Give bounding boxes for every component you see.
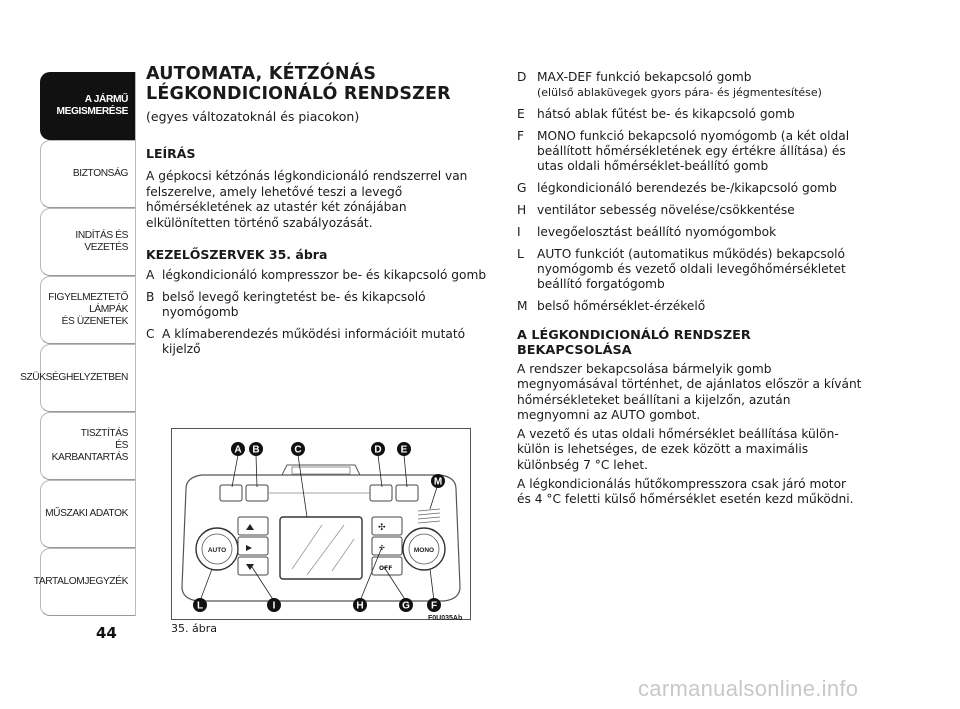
callout-letter: I: [272, 600, 276, 612]
control-letter: M: [517, 299, 528, 313]
description-text: A gépkocsi kétzónás légkondicionáló rendszerrel van felszerelve, amely lehetővé teszi a levegő hőmérsékletének az utastér két zónájában elkülönítetten történő szabályozását.: [146, 169, 468, 230]
figure-caption: 35. ábra: [171, 622, 217, 635]
watermark: carmanualsonline.info: [638, 676, 859, 701]
callout-g: [399, 598, 413, 612]
figure-callouts: [193, 442, 445, 612]
control-item: [517, 225, 862, 240]
chapter-tab[interactable]: [40, 72, 136, 140]
chapter-tab-label: A JÁRMŰ MEGISMERÉSE: [56, 94, 128, 117]
chapter-tab-label: MŰSZAKI ADATOK: [45, 508, 128, 519]
page-subtitle: (egyes változatoknál és piacokon): [146, 109, 360, 124]
control-text: A klímaberendezés működési információit mutató kijelző: [162, 326, 466, 356]
control-letter: H: [517, 203, 527, 217]
mono-knob-label: MONO: [413, 547, 435, 554]
control-text: hátsó ablak fűtést be- és kikapcsoló gomb: [537, 107, 795, 121]
control-item: [146, 268, 491, 284]
control-text: légkondicionáló berendezés be-/kikapcsoló gomb: [537, 181, 837, 195]
control-letter: B: [146, 289, 155, 304]
off-label: OFF: [379, 565, 393, 572]
control-item: [146, 290, 491, 321]
control-text: belső hőmérséklet-érzékelő: [537, 299, 706, 313]
control-item: [517, 247, 862, 292]
controls-list: [146, 268, 491, 358]
chapter-tab[interactable]: [40, 412, 136, 480]
startup-paragraph: A légkondicionálás hűtőkompresszora csak járó motor és 4 °C feletti külső hőmérséklet esetén kezd működni.: [517, 477, 854, 507]
control-letter: I: [517, 225, 521, 239]
description-heading: LEÍRÁS: [146, 146, 196, 161]
callout-a: [231, 442, 245, 456]
chapter-tab-label: FIGYELMEZTETŐ LÁMPÁK ÉS ÜZENETEK: [48, 292, 128, 327]
control-item: [517, 299, 862, 314]
control-item: [517, 70, 862, 100]
callout-f: [427, 598, 441, 612]
callout-i: [267, 598, 281, 612]
callout-letter: C: [294, 444, 302, 456]
callout-b: [249, 442, 263, 456]
climate-panel-figure: [171, 428, 471, 620]
callout-letter: D: [374, 444, 382, 456]
callout-m: [431, 474, 445, 488]
control-text: MONO funkció bekapcsoló nyomógomb (a két oldal beállított hőmérsékletének egy értékre állítása) és utas oldali hőmérséklet-beállító gomb: [537, 129, 850, 173]
callout-letter: M: [433, 476, 443, 488]
controls-list-continued: [517, 70, 862, 314]
page-title: [146, 64, 491, 104]
control-letter: A: [146, 268, 155, 282]
control-text: levegőelosztást beállító nyomógombok: [537, 225, 777, 239]
figure-code: F0U035Ab: [428, 615, 463, 622]
callout-letter: B: [252, 444, 260, 456]
chapter-tab[interactable]: [40, 276, 136, 344]
page-title-line2: LÉGKONDICIONÁLÓ RENDSZER: [146, 84, 451, 104]
chapter-tab[interactable]: [40, 208, 136, 276]
callout-letter: F: [430, 600, 438, 612]
page-number: 44: [96, 624, 117, 642]
control-text: AUTO funkciót (automatikus működés) bekapcsoló nyomógomb és vezető oldali levegőhőmérsékletet beállító forgatógomb: [537, 247, 846, 291]
callout-l: [193, 598, 207, 612]
callout-letter: A: [234, 444, 242, 456]
startup-paragraph: A rendszer bekapcsolása bármelyik gomb megnyomásával történhet, de ajánlatos először a kívánt hőmérsékleteket beállítani a kijelzőn, azután megnyomni az AUTO gombot.: [517, 362, 862, 422]
control-item: [146, 327, 491, 358]
svg-text:✣: ✣: [379, 544, 385, 552]
climate-panel-illustration: [172, 429, 470, 619]
chapter-tab-label: BIZTONSÁG: [72, 168, 128, 179]
chapter-tab-label: SZÜKSÉGHELYZETBEN: [20, 372, 128, 383]
left-column: [146, 64, 491, 358]
auto-knob-label: AUTO: [207, 547, 227, 554]
chapter-tab[interactable]: [40, 140, 136, 208]
startup-text: [517, 362, 862, 508]
control-item: [517, 129, 862, 174]
chapter-tab-label: TISZTÍTÁS ÉS KARBANTARTÁS: [51, 428, 128, 463]
callout-letter: G: [402, 600, 410, 612]
chapter-tab[interactable]: [33, 548, 136, 616]
control-text: légkondicionáló kompresszor be- és kikapcsoló gomb: [162, 268, 487, 282]
chapter-tab[interactable]: [40, 480, 136, 548]
callout-letter: L: [196, 600, 204, 612]
control-letter: G: [517, 181, 527, 195]
control-letter: C: [146, 326, 155, 341]
control-letter: E: [517, 107, 525, 121]
control-letter: L: [517, 247, 524, 261]
chapter-tab[interactable]: [20, 344, 136, 412]
callout-letter: H: [356, 600, 364, 612]
control-letter: D: [517, 70, 527, 84]
control-item: [517, 181, 862, 196]
chapter-tab-label: INDÍTÁS ÉS VEZETÉS: [75, 230, 128, 253]
callout-letter: E: [400, 444, 408, 456]
chapter-sidebar: [20, 72, 136, 616]
startup-heading: A LÉGKONDICIONÁLÓ RENDSZER BEKAPCSOLÁSA: [517, 328, 751, 358]
control-text: ventilátor sebesség növelése/csökkentése: [537, 203, 795, 217]
control-text: MAX-DEF funkció bekapcsoló gomb: [537, 70, 752, 84]
right-column: [517, 70, 862, 512]
svg-text:✣: ✣: [378, 523, 386, 533]
control-letter: F: [517, 129, 525, 143]
control-text: belső levegő keringtetést be- és kikapcsoló nyomógomb: [162, 289, 426, 319]
controls-heading: KEZELŐSZERVEK 35. ábra: [146, 247, 328, 262]
control-item: [517, 107, 862, 122]
callout-e: [397, 442, 411, 456]
callout-d: [371, 442, 385, 456]
callout-h: [353, 598, 367, 612]
page-title-line1: AUTOMATA, KÉTZÓNÁS: [146, 64, 377, 84]
callout-c: [291, 442, 305, 456]
startup-paragraph: A vezető és utas oldali hőmérséklet beállítása külön-külön is lehetséges, de ezek között a maximális különbség 7 °C lehet.: [517, 427, 839, 472]
chapter-tab-label: TARTALOMJEGYZÉK: [33, 576, 128, 587]
control-note: (elülső ablaküvegek gyors pára- és jégmentesítése): [537, 86, 822, 99]
control-item: [517, 203, 862, 218]
